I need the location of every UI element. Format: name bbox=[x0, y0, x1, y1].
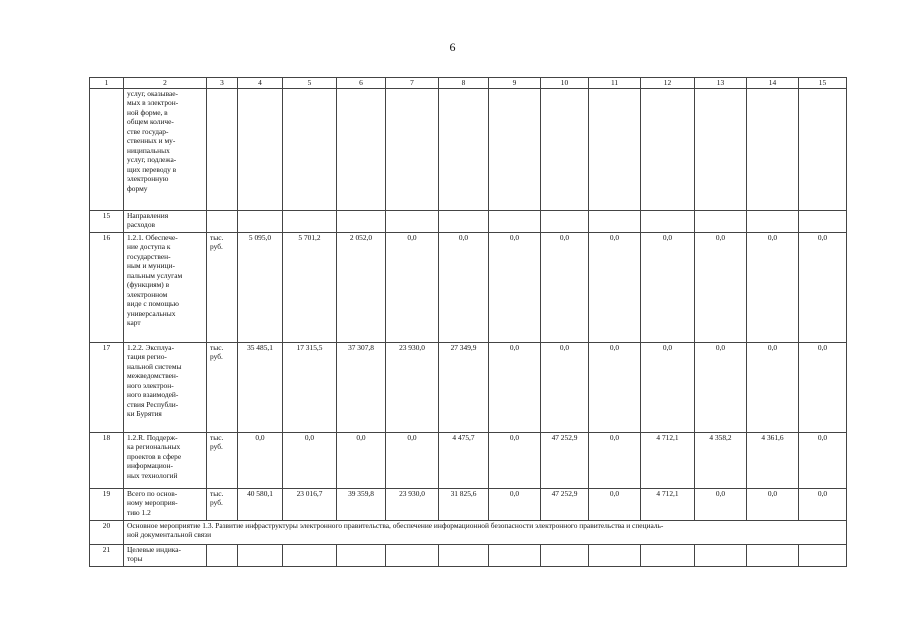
value-cell: 0,0 bbox=[747, 233, 799, 343]
value-cell bbox=[238, 545, 283, 567]
row-unit bbox=[207, 89, 238, 211]
value-cell: 4 712,1 bbox=[641, 489, 695, 521]
value-cell: 4 475,7 bbox=[439, 433, 489, 489]
column-header: 8 bbox=[439, 78, 489, 89]
value-cell: 37 307,8 bbox=[337, 343, 386, 433]
row-name: услуг, оказывае- мых в электрон- ной форме, в общем количе- стве государ- ственных и му- ниципальных услуг, подлежа- щих переводу в электронную форму bbox=[124, 89, 207, 211]
value-cell: 31 825,6 bbox=[439, 489, 489, 521]
page-number: 6 bbox=[449, 40, 456, 54]
value-cell: 0,0 bbox=[283, 433, 337, 489]
value-cell: 5 095,0 bbox=[238, 233, 283, 343]
section-row bbox=[90, 521, 847, 545]
row-number bbox=[90, 89, 124, 211]
value-cell: 0,0 bbox=[747, 489, 799, 521]
value-cell bbox=[337, 211, 386, 233]
value-cell: 0,0 bbox=[589, 343, 641, 433]
value-cell bbox=[747, 211, 799, 233]
value-cell: 0,0 bbox=[386, 233, 439, 343]
value-cell bbox=[238, 211, 283, 233]
column-header: 4 bbox=[238, 78, 283, 89]
value-cell bbox=[695, 211, 747, 233]
value-cell bbox=[541, 211, 589, 233]
value-cell: 4 712,1 bbox=[641, 433, 695, 489]
value-cell: 27 349,9 bbox=[439, 343, 489, 433]
header-row bbox=[90, 78, 847, 89]
value-cell: 5 701,2 bbox=[283, 233, 337, 343]
value-cell bbox=[337, 89, 386, 211]
row-number: 16 bbox=[90, 233, 124, 343]
row-unit: тыс. руб. bbox=[207, 433, 238, 489]
value-cell: 0,0 bbox=[238, 433, 283, 489]
value-cell: 23 016,7 bbox=[283, 489, 337, 521]
column-header: 2 bbox=[124, 78, 207, 89]
table-row bbox=[90, 211, 847, 233]
row-number: 18 bbox=[90, 433, 124, 489]
value-cell bbox=[747, 545, 799, 567]
value-cell: 47 252,9 bbox=[541, 433, 589, 489]
value-cell bbox=[283, 545, 337, 567]
value-cell bbox=[541, 545, 589, 567]
row-unit bbox=[207, 545, 238, 567]
value-cell: 23 930,0 bbox=[386, 489, 439, 521]
row-unit: тыс. руб. bbox=[207, 489, 238, 521]
value-cell bbox=[641, 545, 695, 567]
value-cell bbox=[799, 89, 847, 211]
table-row bbox=[90, 343, 847, 433]
value-cell bbox=[589, 89, 641, 211]
value-cell: 0,0 bbox=[541, 343, 589, 433]
value-cell: 0,0 bbox=[799, 489, 847, 521]
value-cell: 35 485,1 bbox=[238, 343, 283, 433]
column-header: 7 bbox=[386, 78, 439, 89]
value-cell bbox=[799, 211, 847, 233]
row-name: 1.2.2. Эксплуа- тация регио- нальной системы межведомствен- ного электрон- ного взаимодей- ствия Республи- ки Бурятия bbox=[124, 343, 207, 433]
value-cell: 17 315,5 bbox=[283, 343, 337, 433]
row-unit: тыс. руб. bbox=[207, 343, 238, 433]
value-cell bbox=[439, 545, 489, 567]
value-cell bbox=[386, 211, 439, 233]
value-cell: 2 052,0 bbox=[337, 233, 386, 343]
value-cell: 40 580,1 bbox=[238, 489, 283, 521]
value-cell: 0,0 bbox=[589, 489, 641, 521]
budget-table bbox=[89, 77, 847, 567]
column-header: 13 bbox=[695, 78, 747, 89]
value-cell: 0,0 bbox=[641, 233, 695, 343]
value-cell bbox=[489, 89, 541, 211]
value-cell bbox=[747, 89, 799, 211]
column-header: 10 bbox=[541, 78, 589, 89]
value-cell bbox=[386, 89, 439, 211]
value-cell bbox=[799, 545, 847, 567]
value-cell: 0,0 bbox=[589, 433, 641, 489]
value-cell bbox=[283, 211, 337, 233]
row-number: 15 bbox=[90, 211, 124, 233]
row-number: 21 bbox=[90, 545, 124, 567]
row-name: 1.2.1. Обеспече- ние доступа к государствен- ным и муници- пальным услугам (функциям) в электронном виде с помощью универсальных карт bbox=[124, 233, 207, 343]
value-cell: 0,0 bbox=[489, 233, 541, 343]
value-cell bbox=[439, 89, 489, 211]
value-cell: 0,0 bbox=[489, 433, 541, 489]
value-cell: 0,0 bbox=[439, 233, 489, 343]
value-cell: 0,0 bbox=[747, 343, 799, 433]
table-row bbox=[90, 89, 847, 211]
value-cell: 4 358,2 bbox=[695, 433, 747, 489]
value-cell: 39 359,8 bbox=[337, 489, 386, 521]
column-header: 3 bbox=[207, 78, 238, 89]
table-row bbox=[90, 433, 847, 489]
value-cell: 0,0 bbox=[695, 489, 747, 521]
value-cell bbox=[489, 211, 541, 233]
value-cell bbox=[589, 545, 641, 567]
value-cell bbox=[238, 89, 283, 211]
table-row bbox=[90, 233, 847, 343]
value-cell: 0,0 bbox=[386, 433, 439, 489]
value-cell bbox=[641, 89, 695, 211]
value-cell: 0,0 bbox=[489, 343, 541, 433]
row-name: 1.2.R. Поддерж- ка региональных проектов в сфере информацион- ных технологий bbox=[124, 433, 207, 489]
value-cell: 0,0 bbox=[589, 233, 641, 343]
value-cell: 0,0 bbox=[695, 233, 747, 343]
row-name: Всего по основ- ному мероприя- тию 1.2 bbox=[124, 489, 207, 521]
value-cell: 0,0 bbox=[337, 433, 386, 489]
row-number: 20 bbox=[90, 521, 124, 545]
row-name: Целевые индика- торы bbox=[124, 545, 207, 567]
row-name: Направления расходов bbox=[124, 211, 207, 233]
column-header: 11 bbox=[589, 78, 641, 89]
column-header: 15 bbox=[799, 78, 847, 89]
table-row bbox=[90, 489, 847, 521]
value-cell bbox=[541, 89, 589, 211]
value-cell: 47 252,9 bbox=[541, 489, 589, 521]
column-header: 5 bbox=[283, 78, 337, 89]
row-number: 17 bbox=[90, 343, 124, 433]
value-cell: 4 361,6 bbox=[747, 433, 799, 489]
value-cell bbox=[589, 211, 641, 233]
row-unit bbox=[207, 211, 238, 233]
value-cell bbox=[337, 545, 386, 567]
value-cell bbox=[489, 545, 541, 567]
value-cell: 0,0 bbox=[799, 343, 847, 433]
value-cell bbox=[641, 211, 695, 233]
table-row bbox=[90, 545, 847, 567]
value-cell: 0,0 bbox=[641, 343, 695, 433]
row-unit: тыс. руб. bbox=[207, 233, 238, 343]
column-header: 14 bbox=[747, 78, 799, 89]
value-cell: 0,0 bbox=[489, 489, 541, 521]
value-cell: 0,0 bbox=[541, 233, 589, 343]
value-cell bbox=[695, 89, 747, 211]
row-number: 19 bbox=[90, 489, 124, 521]
value-cell bbox=[386, 545, 439, 567]
column-header: 6 bbox=[337, 78, 386, 89]
value-cell: 23 930,0 bbox=[386, 343, 439, 433]
column-header: 1 bbox=[90, 78, 124, 89]
value-cell: 0,0 bbox=[799, 233, 847, 343]
section-title: Основное мероприятие 1.3. Развитие инфраструктуры электронного правительства, обеспечение информационной безопасности электронного правительства и специаль- ной документальной связи bbox=[124, 521, 847, 545]
value-cell: 0,0 bbox=[799, 433, 847, 489]
value-cell bbox=[283, 89, 337, 211]
value-cell: 0,0 bbox=[695, 343, 747, 433]
column-header: 9 bbox=[489, 78, 541, 89]
column-header: 12 bbox=[641, 78, 695, 89]
value-cell bbox=[695, 545, 747, 567]
value-cell bbox=[439, 211, 489, 233]
